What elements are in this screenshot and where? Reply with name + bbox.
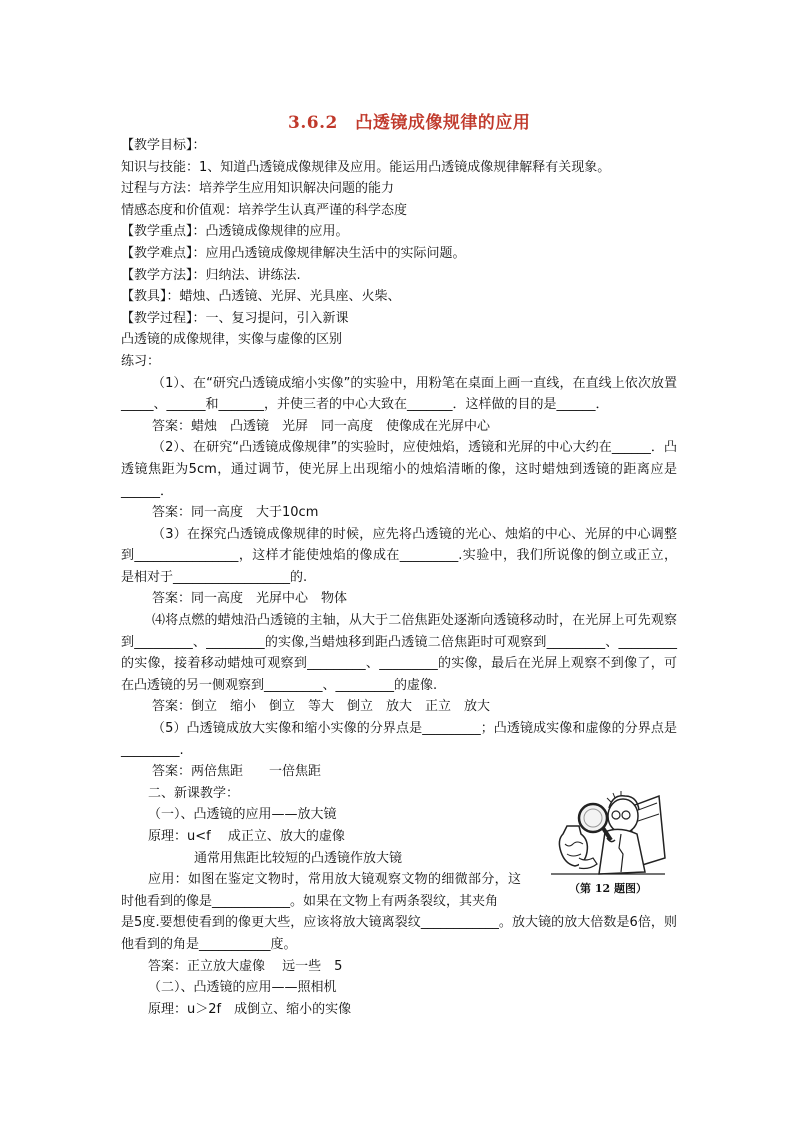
figure-caption: （第 12 题图） [569, 882, 647, 895]
teaching-method: 【教学方法】：归纳法、讲练法. [121, 267, 301, 283]
key-point: 【教学重点】：凸透镜成像规律的应用。 [121, 224, 349, 240]
answer-3: 答案：同一高度 光屏中心 物体 [152, 591, 348, 607]
magnifier-note: 通常用焦距比较短的凸透镜作放大镜 [194, 850, 403, 866]
page-title: 3.6.2 凸透镜成像规律的应用 [288, 113, 531, 133]
question-4: ⑷将点燃的蜡烛沿凸透镜的主轴，从大于二倍焦距处逐渐向透镜移动时，在光屏上可先观察到_________、_________的实像,当蜡烛移到距凸透镜二倍焦距时可观察到_________、_________的实像，接着移动蜡烛可观察到_________、_________的实像，最后在光屏上观察不到像了，可在凸透镜的另一侧观察到_________、_________的虚像. [121, 613, 677, 693]
magnifier-illustration [549, 788, 667, 898]
objective-knowledge: 知识与技能：1、知道凸透镜成像规律及应用。能运用凸透镜成像规律解释有关现象。 [121, 159, 611, 175]
question-1: （1）、在“研究凸透镜成缩小实像”的实验中，用粉笔在桌面上画一直线，在直线上依次放置_____、______和_______，并使三者的中心大致在_______．这样做的目的是______． [121, 375, 677, 413]
application-magnifier-cont: 是5度.要想使看到的像更大些，应该将放大镜离裂纹____________。放大镜的放大倍数是6倍，则他看到的角是___________度。 [121, 915, 677, 952]
answer-1: 答案：蜡烛 凸透镜 光屏 同一高度 使像成在光屏中心 [152, 418, 491, 434]
question-3: （3）在探究凸透镜成像规律的时候，应先将凸透镜的光心、烛焰的中心、光屏的中心调整到________________，这样才能使烛焰的像成在_________.实验中，我们所说像的倒立或正立，是相对于__________________的. [121, 526, 677, 585]
objective-process: 过程与方法：培养学生应用知识解决问题的能力 [121, 181, 395, 197]
principle-magnifier: 原理：u<f 成正立、放大的虚像 [148, 829, 345, 844]
question-2: （2）、在研究“凸透镜成像规律”的实验时，应使烛焰，透镜和光屏的中心大约在______．凸透镜焦距为5cm，通过调节，使光屏上出现缩小的烛焰清晰的像，这时蜡烛到透镜的距离应是______． [121, 440, 677, 499]
application-magnifier: 应用：如图在鉴定文物时，常用放大镜观察文物的细微部分，这时他看到的像是____________。如果在文物上有两条裂纹，其夹角 [121, 872, 521, 909]
review-topic: 凸透镜的成像规律，实像与虚像的区别 [121, 332, 343, 348]
person-with-magnifier-icon [549, 788, 667, 880]
objective-attitude: 情感态度和价值观：培养学生认真严谨的科学态度 [121, 202, 408, 218]
difficult-point: 【教学难点】：应用凸透镜成像规律解决生活中的实际问题。 [121, 245, 466, 261]
teaching-aids: 【教具】：蜡烛、凸透镜、光屏、光具座、火柴、 [121, 289, 401, 305]
answer-5: 答案：两倍焦距 一倍焦距 [152, 764, 322, 780]
new-lesson-heading: 二、新课教学： [148, 785, 240, 801]
question-5: （5）凸透镜成放大实像和缩小实像的分界点是_________；凸透镜成实像和虚像的分界点是_________. [121, 721, 677, 758]
teaching-process: 【教学过程】：一、复习提问，引入新课 [121, 310, 349, 326]
answer-magnifier: 答案：正立放大虚像 远一些 5 [148, 958, 343, 974]
section-heading-objectives: 【教学目标】： [121, 138, 206, 153]
subsection-camera: （二）、凸透镜的应用——照相机 [148, 980, 337, 996]
answer-4: 答案：倒立 缩小 倒立 等大 倒立 放大 正立 放大 [152, 699, 491, 715]
principle-camera: 原理：u＞2f 成倒立、缩小的实像 [148, 1001, 352, 1017]
answer-2: 答案：同一高度 大于10cm [152, 505, 319, 521]
exercise-heading: 练习： [121, 353, 161, 369]
subsection-magnifier: （一）、凸透镜的应用——放大镜 [148, 807, 337, 823]
